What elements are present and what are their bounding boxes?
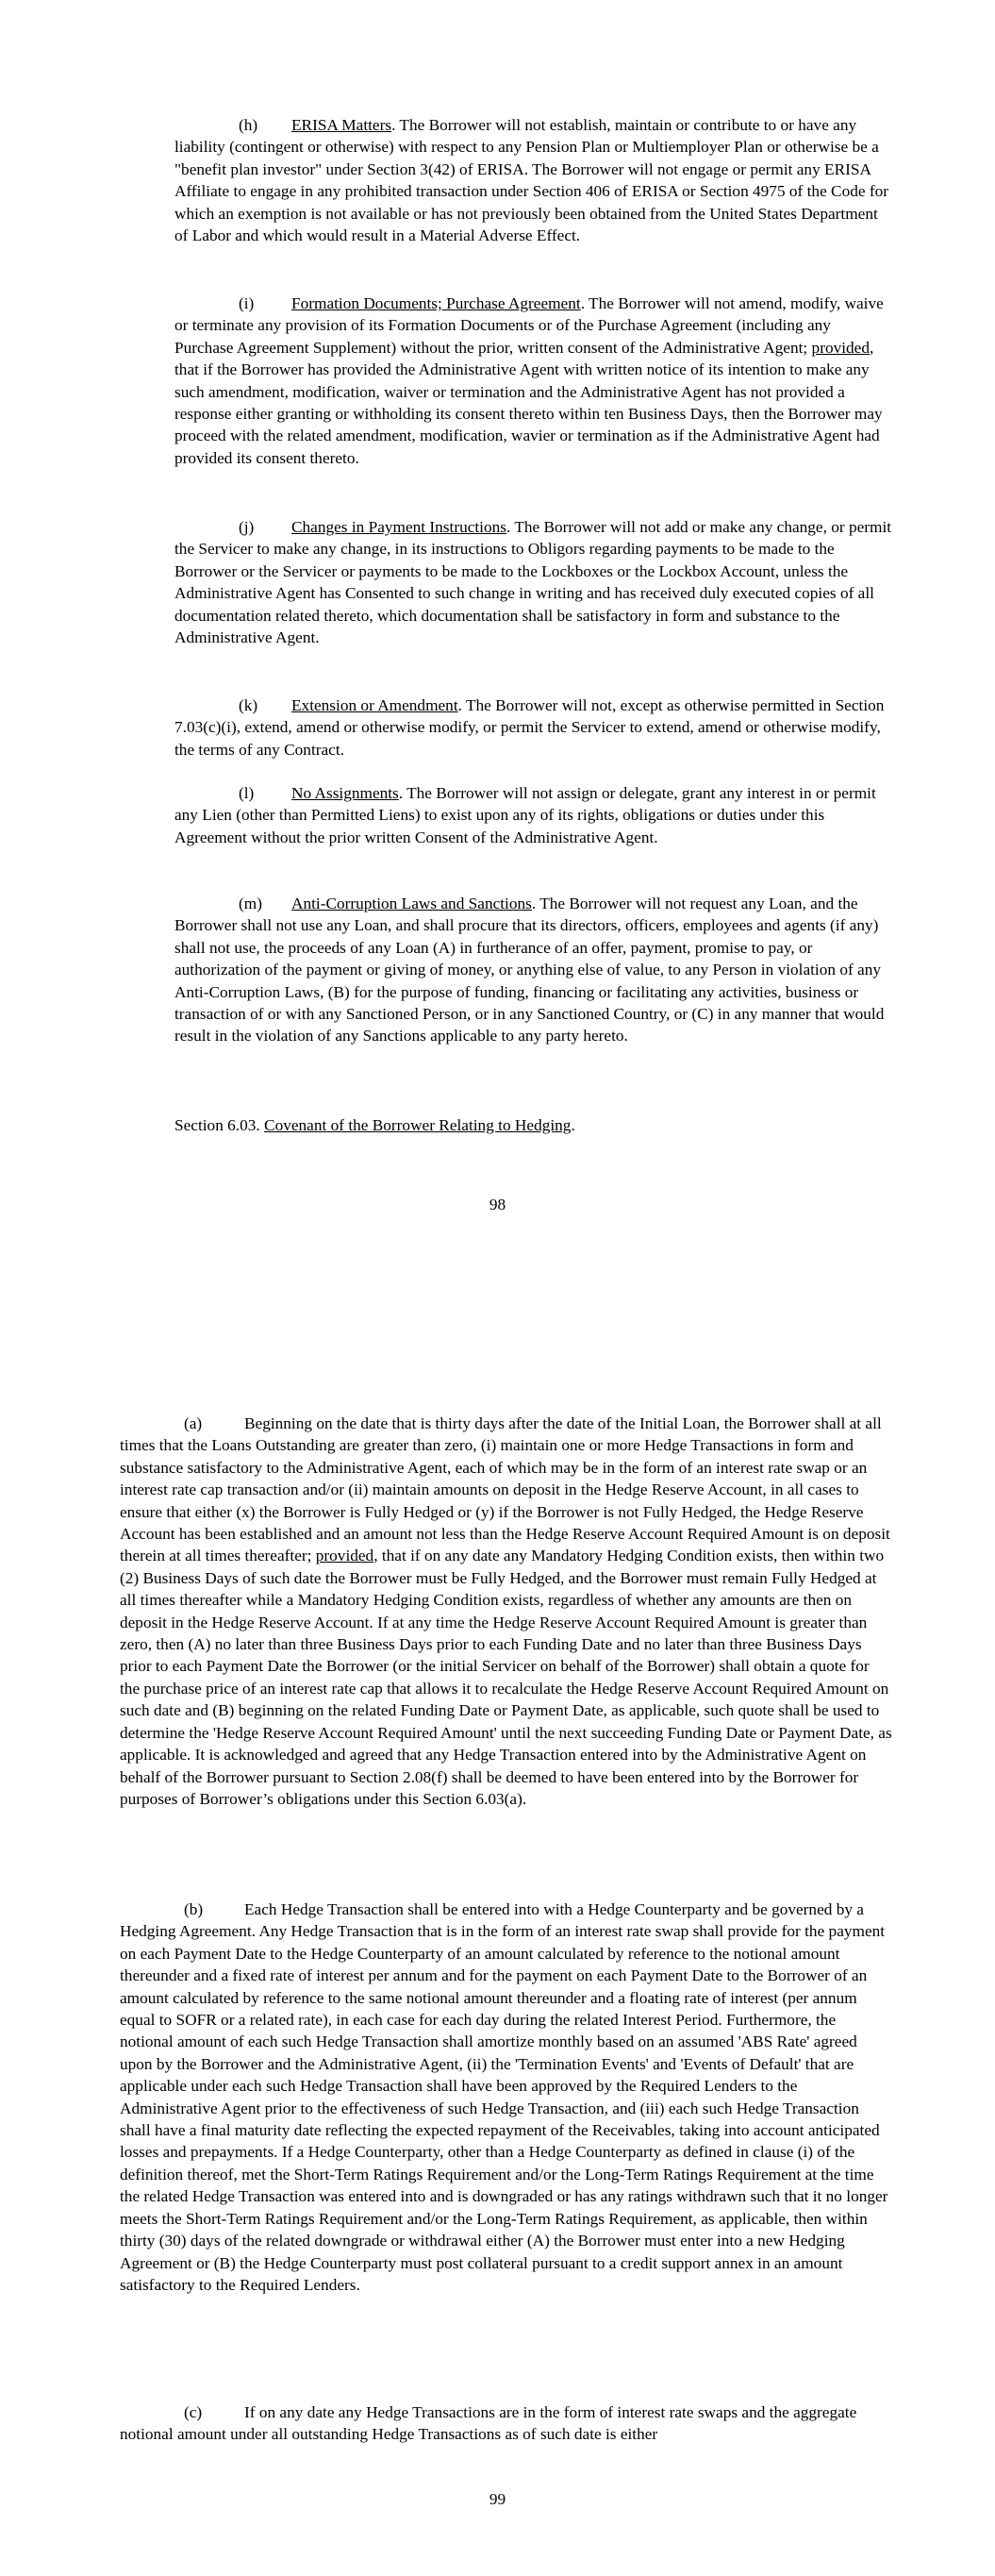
clause-heading: Anti-Corruption Laws and Sanctions (291, 895, 532, 912)
clause-j (174, 516, 893, 648)
clause-number: (c) (184, 2403, 203, 2421)
clause-heading: ERISA Matters (291, 116, 392, 134)
clause-number: (h) (239, 116, 258, 134)
clause-text-cont: , that if the Borrower has provided the Administrative Agent with written notice of its intention to make any such amendment, modification, waiver or termination and the Administrative Agent has not provided a response either granting or withholding its consent thereto within ten Business Days, then the Borrower may proceed with the related amendment, modification, wavier or termination as if the Administrative Agent had provided its consent thereto. (174, 338, 883, 467)
section-period: . (571, 1116, 575, 1134)
clause-text: . The Borrower will not amend, modify, waive or terminate any provision of its Formation Documents or of the Purchase Agreement (including any Purchase Agreement Supplement) without the prior, written consent of the Administrative Agent; (174, 294, 884, 357)
clause-heading: No Assignments (291, 784, 399, 802)
clause-number: (k) (239, 696, 258, 714)
section-title: Covenant of the Borrower Relating to Hedging (264, 1116, 572, 1134)
clause-number: (l) (239, 784, 255, 802)
clause-number: (b) (184, 1900, 204, 1918)
clause-heading: Formation Documents; Purchase Agreement (291, 294, 581, 312)
clause-h (174, 114, 893, 246)
clause-text: . The Borrower will not request any Loan, and the Borrower shall not use any Loan, and shall procure that its directors, officers, employees and agents (if any) shall not use, the proceeds of any Loan (A) in furtherance of an offer, payment, promise to pay, or authorization of the payment or giving of money, or anything else of value, to any Person in violation of any Anti-Corruption Laws, (B) for the purpose of funding, financing or facilitating any activities, business or transaction of or with any Sanctioned Person, or in any Sanctioned Country, or (C) in any manner that would result in the violation of any Sanctions applicable to any party hereto. (174, 895, 885, 1045)
clause-text: Each Hedge Transaction shall be entered into with a Hedge Counterparty and be governed by a Hedging Agreement. Any Hedge Transaction that is in the form of an interest rate swap shall provide for the payment on each Payment Date to the Hedge Counterparty of an amount calculated by reference to the notional amount thereunder and a fixed rate of interest per annum and for the payment on each Payment Date to the Borrower of an amount calculated by reference to the same notional amount thereunder and a floating rate of interest (per annum equal to SOFR or a related rate), in each case for each day during the related Interest Period. Furthermore, the notional amount of each such Hedge Transaction shall amortize monthly based on an assumed 'ABS Rate' agreed upon by the Borrower and the Administrative Agent, (ii) the 'Termination Events' and 'Events of Default' that are applicable under each such Hedge Transaction shall have been approved by the Required Lenders to the Administrative Agent prior to the effectiveness of such Hedge Transaction, and (iii) each such Hedge Transaction shall have a final maturity date reflecting the expected repayment of the Receivables, taking into account anticipated losses and prepayments. If a Hedge Counterparty, other than a Hedge Counterparty as defined in clause (i) of the definition thereof, met the Short-Term Ratings Requirement and/or the Long-Term Ratings Requirement at the time the related Hedge Transaction was entered into and is downgraded or has any ratings withdrawn such that it no longer meets the Short-Term Ratings Requirement and/or the Long-Term Ratings Requirement, as applicable, then within thirty (30) days of the related downgrade or withdrawal either (A) the Borrower must enter into a new Hedging Agreement or (B) the Hedge Counterparty must post collateral pursuant to a credit support annex in an amount satisfactory to the Required Lenders. (120, 1900, 888, 2294)
clause-heading: Changes in Payment Instructions (291, 518, 506, 536)
clause-text: . The Borrower will not assign or delegate, grant any interest in or permit any Lien (other than Permitted Liens) to exist upon any of its rights, obligations or duties under this Agreement without the prior written Consent of the Administrative Agent. (174, 784, 876, 846)
page-number: 99 (489, 2490, 506, 2508)
clause-text: . The Borrower will not, except as otherwise permitted in Section 7.03(c)(i), extend, amend or otherwise modify, or permit the Servicer to extend, amend or otherwise modify, the terms of any Contract. (174, 696, 885, 759)
provided-term: provided (315, 1547, 374, 1565)
clause-text: . The Borrower will not establish, maintain or contribute to or have any liability (contingent or otherwise) with respect to any Pension Plan or Multiemployer Plan or otherwise be a "benefit plan investor" under Section 3(42) of ERISA. The Borrower will not engage or permit any ERISA Affiliate to engage in any prohibited transaction under Section 406 of ERISA or Section 4975 of the Code for which an exemption is not available or has not previously been obtained from the United States Department of Labor and which would result in a Material Adverse Effect. (174, 116, 889, 245)
clause-text-cont: , that if on any date any Mandatory Hedging Condition exists, then within two (2) Business Days of such date the Borrower must be Fully Hedged, and the Borrower must remain Fully Hedged at all times thereafter while a Mandatory Hedging Condition exists, regardless of whether any amounts are then on deposit in the Hedge Reserve Account. If at any time the Hedge Reserve Account Required Amount is greater than zero, then (A) no later than three Business Days prior to each Funding Date and no later than three Business Days prior to each Payment Date the Borrower (or the initial Servicer on behalf of the Borrower) shall obtain a quote for the purchase price of an interest rate cap that allows it to recalculate the Hedge Reserve Account Required Amount on such date and (B) beginning on the related Funding Date or Payment Date, as applicable, such quote shall be used to determine the 'Hedge Reserve Account Required Amount' until the next succeeding Funding Date or Payment Date, as applicable. It is acknowledged and agreed that any Hedge Transaction entered into by the Administrative Agent on behalf of the Borrower pursuant to Section 2.08(f) shall be deemed to have been entered into by the Borrower for purposes of Borrower’s obligations under this Section 6.03(a). (120, 1547, 892, 1808)
clause-c (120, 2401, 893, 2446)
clause-text: . The Borrower will not add or make any change, or permit the Servicer to make any change, in its instructions to Obligors regarding payments to be made to the Borrower or the Servicer or payments to be made to the Lockboxes or the Lockbox Account, unless the Administrative Agent has Consented to such change in writing and has received duly executed copies of all documentation related thereto, which documentation shall be satisfactory in form and substance to the Administrative Agent. (174, 518, 892, 647)
provided-term: provided (811, 338, 870, 357)
clause-text: Beginning on the date that is thirty days after the date of the Initial Loan, the Borrower shall at all times that the Loans Outstanding are greater than zero, (i) maintain one or more Hedge Transactions in form and substance satisfactory to the Administrative Agent, each of which may be in the form of an interest rate swap or an interest rate cap transaction and/or (ii) maintain amounts on deposit in the Hedge Reserve Account, in all cases to ensure that either (x) the Borrower is Fully Hedged or (y) if the Borrower is not Fully Hedged, the Hedge Reserve Account has been established and an amount not less than the Hedge Reserve Account Required Amount is on deposit therein at all times thereafter; (120, 1414, 890, 1565)
clause-i (174, 293, 893, 469)
clause-heading: Extension or Amendment (291, 696, 458, 714)
page-number: 98 (489, 1196, 506, 1213)
clause-number: (a) (184, 1414, 203, 1432)
page-99 (0, 1293, 995, 2576)
clause-l (174, 782, 893, 848)
clause-number: (j) (239, 518, 255, 536)
clause-number: (i) (239, 294, 255, 312)
clause-number: (m) (239, 895, 262, 912)
clause-a (120, 1413, 893, 1810)
clause-k (174, 694, 893, 761)
section-label: Section 6.03. (174, 1116, 265, 1134)
section-6-03-heading (174, 1114, 893, 1136)
clause-m (174, 893, 893, 1047)
clause-text: If on any date any Hedge Transactions are in the form of interest rate swaps and the aggregate notional amount under all outstanding Hedge Transactions as of such date is either (120, 2403, 857, 2444)
clause-b (120, 1899, 893, 2296)
